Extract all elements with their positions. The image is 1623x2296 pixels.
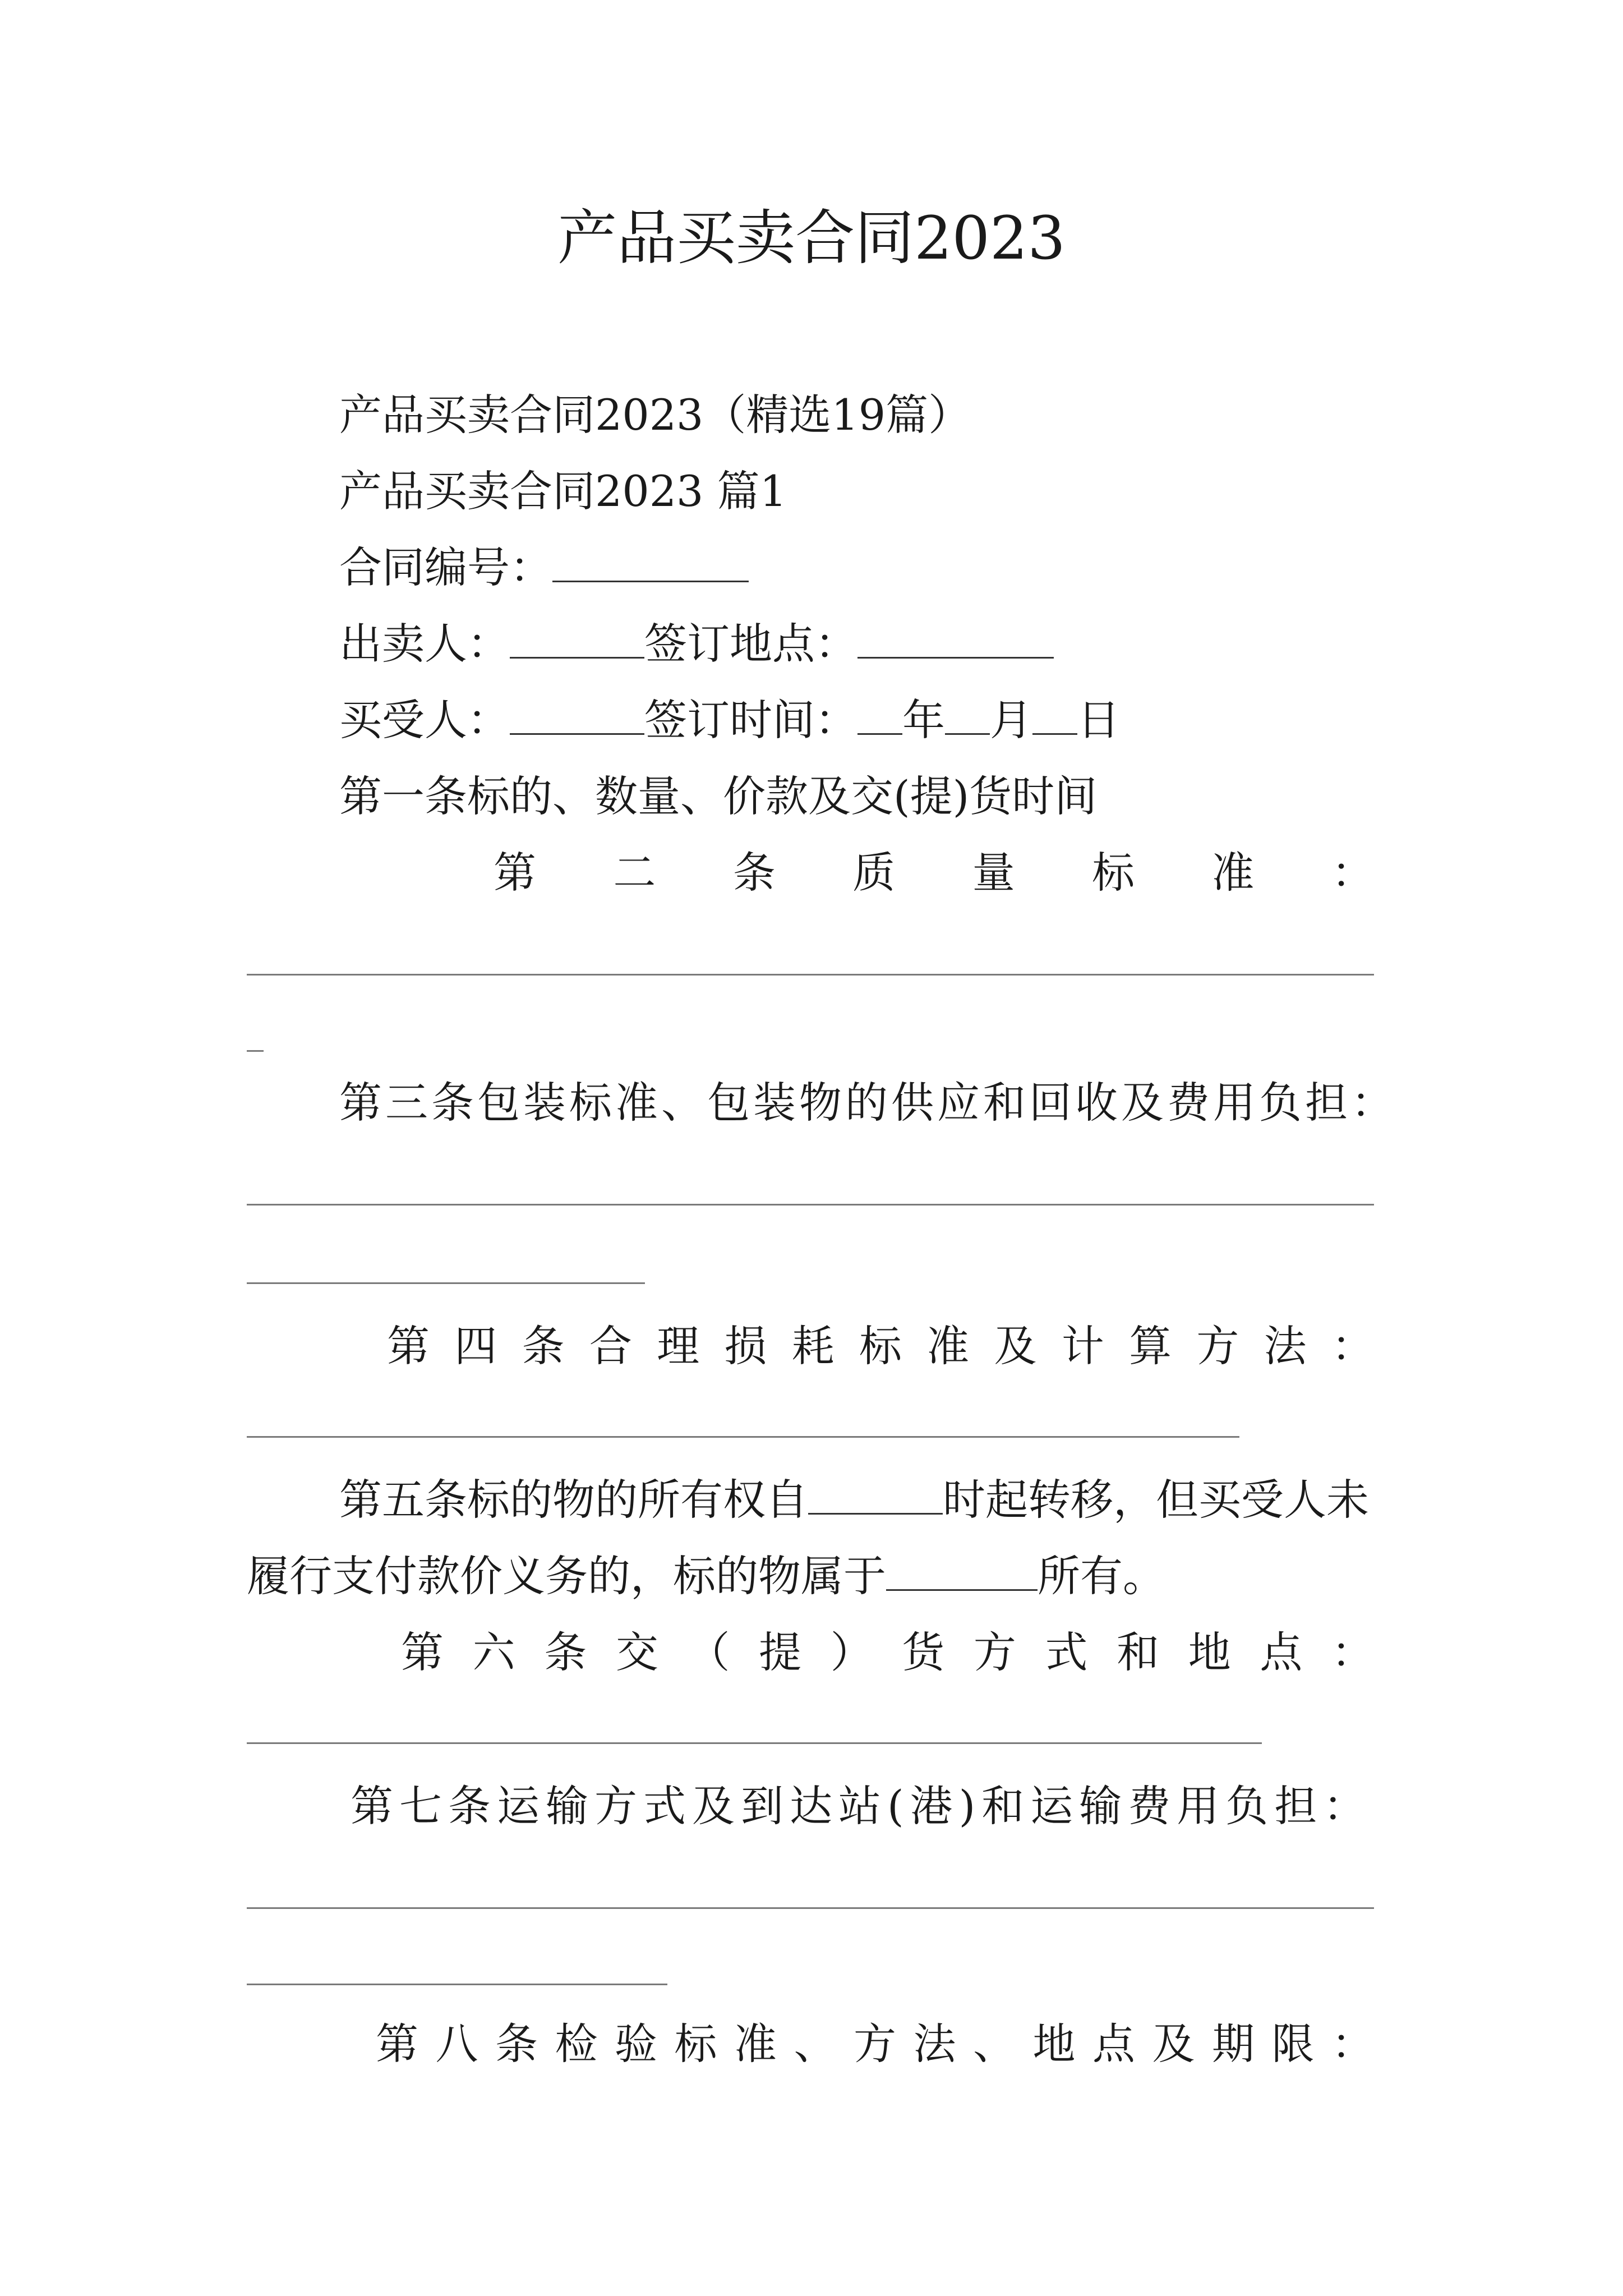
article-4-blank-line [247, 1436, 1239, 1438]
collection-heading: 产品买卖合同2023（精选19篇） [339, 390, 971, 440]
article-5-blank-2 [886, 1550, 1038, 1591]
article-5-text-3: 履行支付款价义务的，标的物属于 [247, 1551, 886, 1601]
article-4-char: 准 [926, 1321, 970, 1371]
article-4-char: 方 [1196, 1321, 1239, 1371]
article-6-char: 六 [472, 1627, 515, 1677]
article-6-char: 提 [759, 1627, 802, 1677]
article-3-blank-line-end [247, 1282, 645, 1284]
article-2 [494, 845, 1374, 901]
article-6-char: 地 [1188, 1627, 1231, 1677]
article-8-char: 第 [376, 2019, 418, 2069]
article-4-char: ： [1331, 1321, 1374, 1371]
article-7-blank-line [247, 1907, 1374, 1909]
contract-number-blank [552, 541, 749, 582]
article-8-char: 期 [1212, 2019, 1255, 2069]
article-3: 第三条包装标准、包装物的供应和回收及费用负担： [339, 1078, 1397, 1128]
year-label: 年 [902, 695, 945, 745]
article-2-char: 准 [1211, 848, 1255, 898]
article-4-char: 及 [994, 1321, 1037, 1371]
article-3-blank-line [247, 1204, 1374, 1205]
article-8-char: 验 [615, 2019, 657, 2069]
day-label: 日 [1077, 695, 1120, 745]
article-8-char: 限 [1271, 2019, 1315, 2069]
day-blank [1032, 694, 1077, 735]
article-7: 第七条运输方式及到达站(港)和运输费用负担： [351, 1781, 1372, 1831]
article-5-text-1: 第五条标的物的所有权自 [339, 1475, 808, 1525]
article-8-char: 、 [794, 2019, 837, 2069]
article-8-char: 检 [555, 2019, 598, 2069]
sign-place-blank [857, 618, 1054, 659]
article-6-char: 第 [401, 1627, 444, 1677]
article-5-text-4: 所有。 [1038, 1551, 1165, 1601]
article-8-char: 点 [1092, 2019, 1135, 2069]
article-8-char: 、 [973, 2019, 1016, 2069]
article-8-char: 法 [913, 2019, 956, 2069]
article-4-char: 标 [859, 1321, 902, 1371]
article-6-char: 交 [615, 1627, 658, 1677]
article-2-char: ： [1331, 848, 1374, 898]
document-title: 产品买卖合同2023 [557, 204, 1066, 273]
article-8-char: 八 [435, 2019, 478, 2069]
article-2-char: 第 [494, 848, 536, 898]
seller-blank [510, 618, 644, 659]
contract-number-label: 合同编号： [339, 542, 552, 592]
article-8-char: 方 [854, 2019, 896, 2069]
article-2-blank-line-end [247, 1050, 264, 1052]
article-6-char: （ [687, 1627, 730, 1677]
article-8-char: 标 [674, 2019, 717, 2069]
article-8-char: 及 [1152, 2019, 1195, 2069]
article-4-char: 损 [724, 1321, 767, 1371]
article-4-char: 耗 [791, 1321, 834, 1371]
article-4-char: 条 [522, 1321, 565, 1371]
article-2-char: 条 [732, 848, 776, 898]
article-4-char: 四 [454, 1321, 497, 1371]
article-4-char: 法 [1264, 1321, 1307, 1371]
article-6-blank-line [247, 1742, 1262, 1744]
article-8-char: 准 [734, 2019, 777, 2069]
article-4 [387, 1318, 1374, 1374]
article-6-char: 和 [1117, 1627, 1160, 1677]
article-2-char: 二 [613, 848, 656, 898]
article-6-char: 货 [902, 1627, 945, 1677]
article-8 [376, 2016, 1374, 2072]
article-8-char: 地 [1032, 2019, 1076, 2069]
part-heading: 产品买卖合同2023 篇1 [339, 466, 787, 516]
article-5-line-1 [339, 1472, 1369, 1528]
article-6-char: ） [830, 1627, 873, 1677]
buyer-blank [510, 694, 644, 735]
seller-row [339, 616, 1054, 672]
article-6-char: 点 [1260, 1627, 1303, 1677]
article-6-char: 条 [544, 1627, 587, 1677]
article-2-char: 标 [1092, 848, 1135, 898]
article-2-blank-line [247, 974, 1374, 976]
article-4-char: 第 [387, 1321, 430, 1371]
sign-place-label: 签订地点： [644, 619, 857, 669]
article-4-char: 理 [657, 1321, 700, 1371]
article-6-char: 式 [1045, 1627, 1088, 1677]
contract-number-row [339, 540, 749, 596]
month-blank [945, 694, 990, 735]
year-blank [857, 694, 902, 735]
article-4-char: 计 [1061, 1321, 1104, 1371]
article-2-char: 量 [972, 848, 1015, 898]
article-8-char: 条 [495, 2019, 538, 2069]
month-label: 月 [990, 695, 1032, 745]
buyer-row [339, 692, 1120, 748]
article-4-char: 算 [1129, 1321, 1172, 1371]
article-5-blank-1 [808, 1474, 943, 1515]
article-1: 第一条标的、数量、价款及交(提)货时间 [339, 771, 1098, 821]
article-6 [401, 1625, 1374, 1681]
article-8-char: ： [1331, 2019, 1374, 2069]
article-2-char: 质 [852, 848, 896, 898]
seller-label: 出卖人： [339, 619, 510, 669]
buyer-label: 买受人： [339, 695, 510, 745]
article-5-text-2: 时起转移，但买受人未 [943, 1475, 1369, 1525]
article-6-char: ： [1331, 1627, 1374, 1677]
sign-time-label: 签订时间： [644, 695, 857, 745]
article-6-char: 方 [973, 1627, 1016, 1677]
article-4-char: 合 [589, 1321, 632, 1371]
article-7-blank-line-end [247, 1984, 667, 1985]
article-5-line-2 [247, 1548, 1165, 1604]
